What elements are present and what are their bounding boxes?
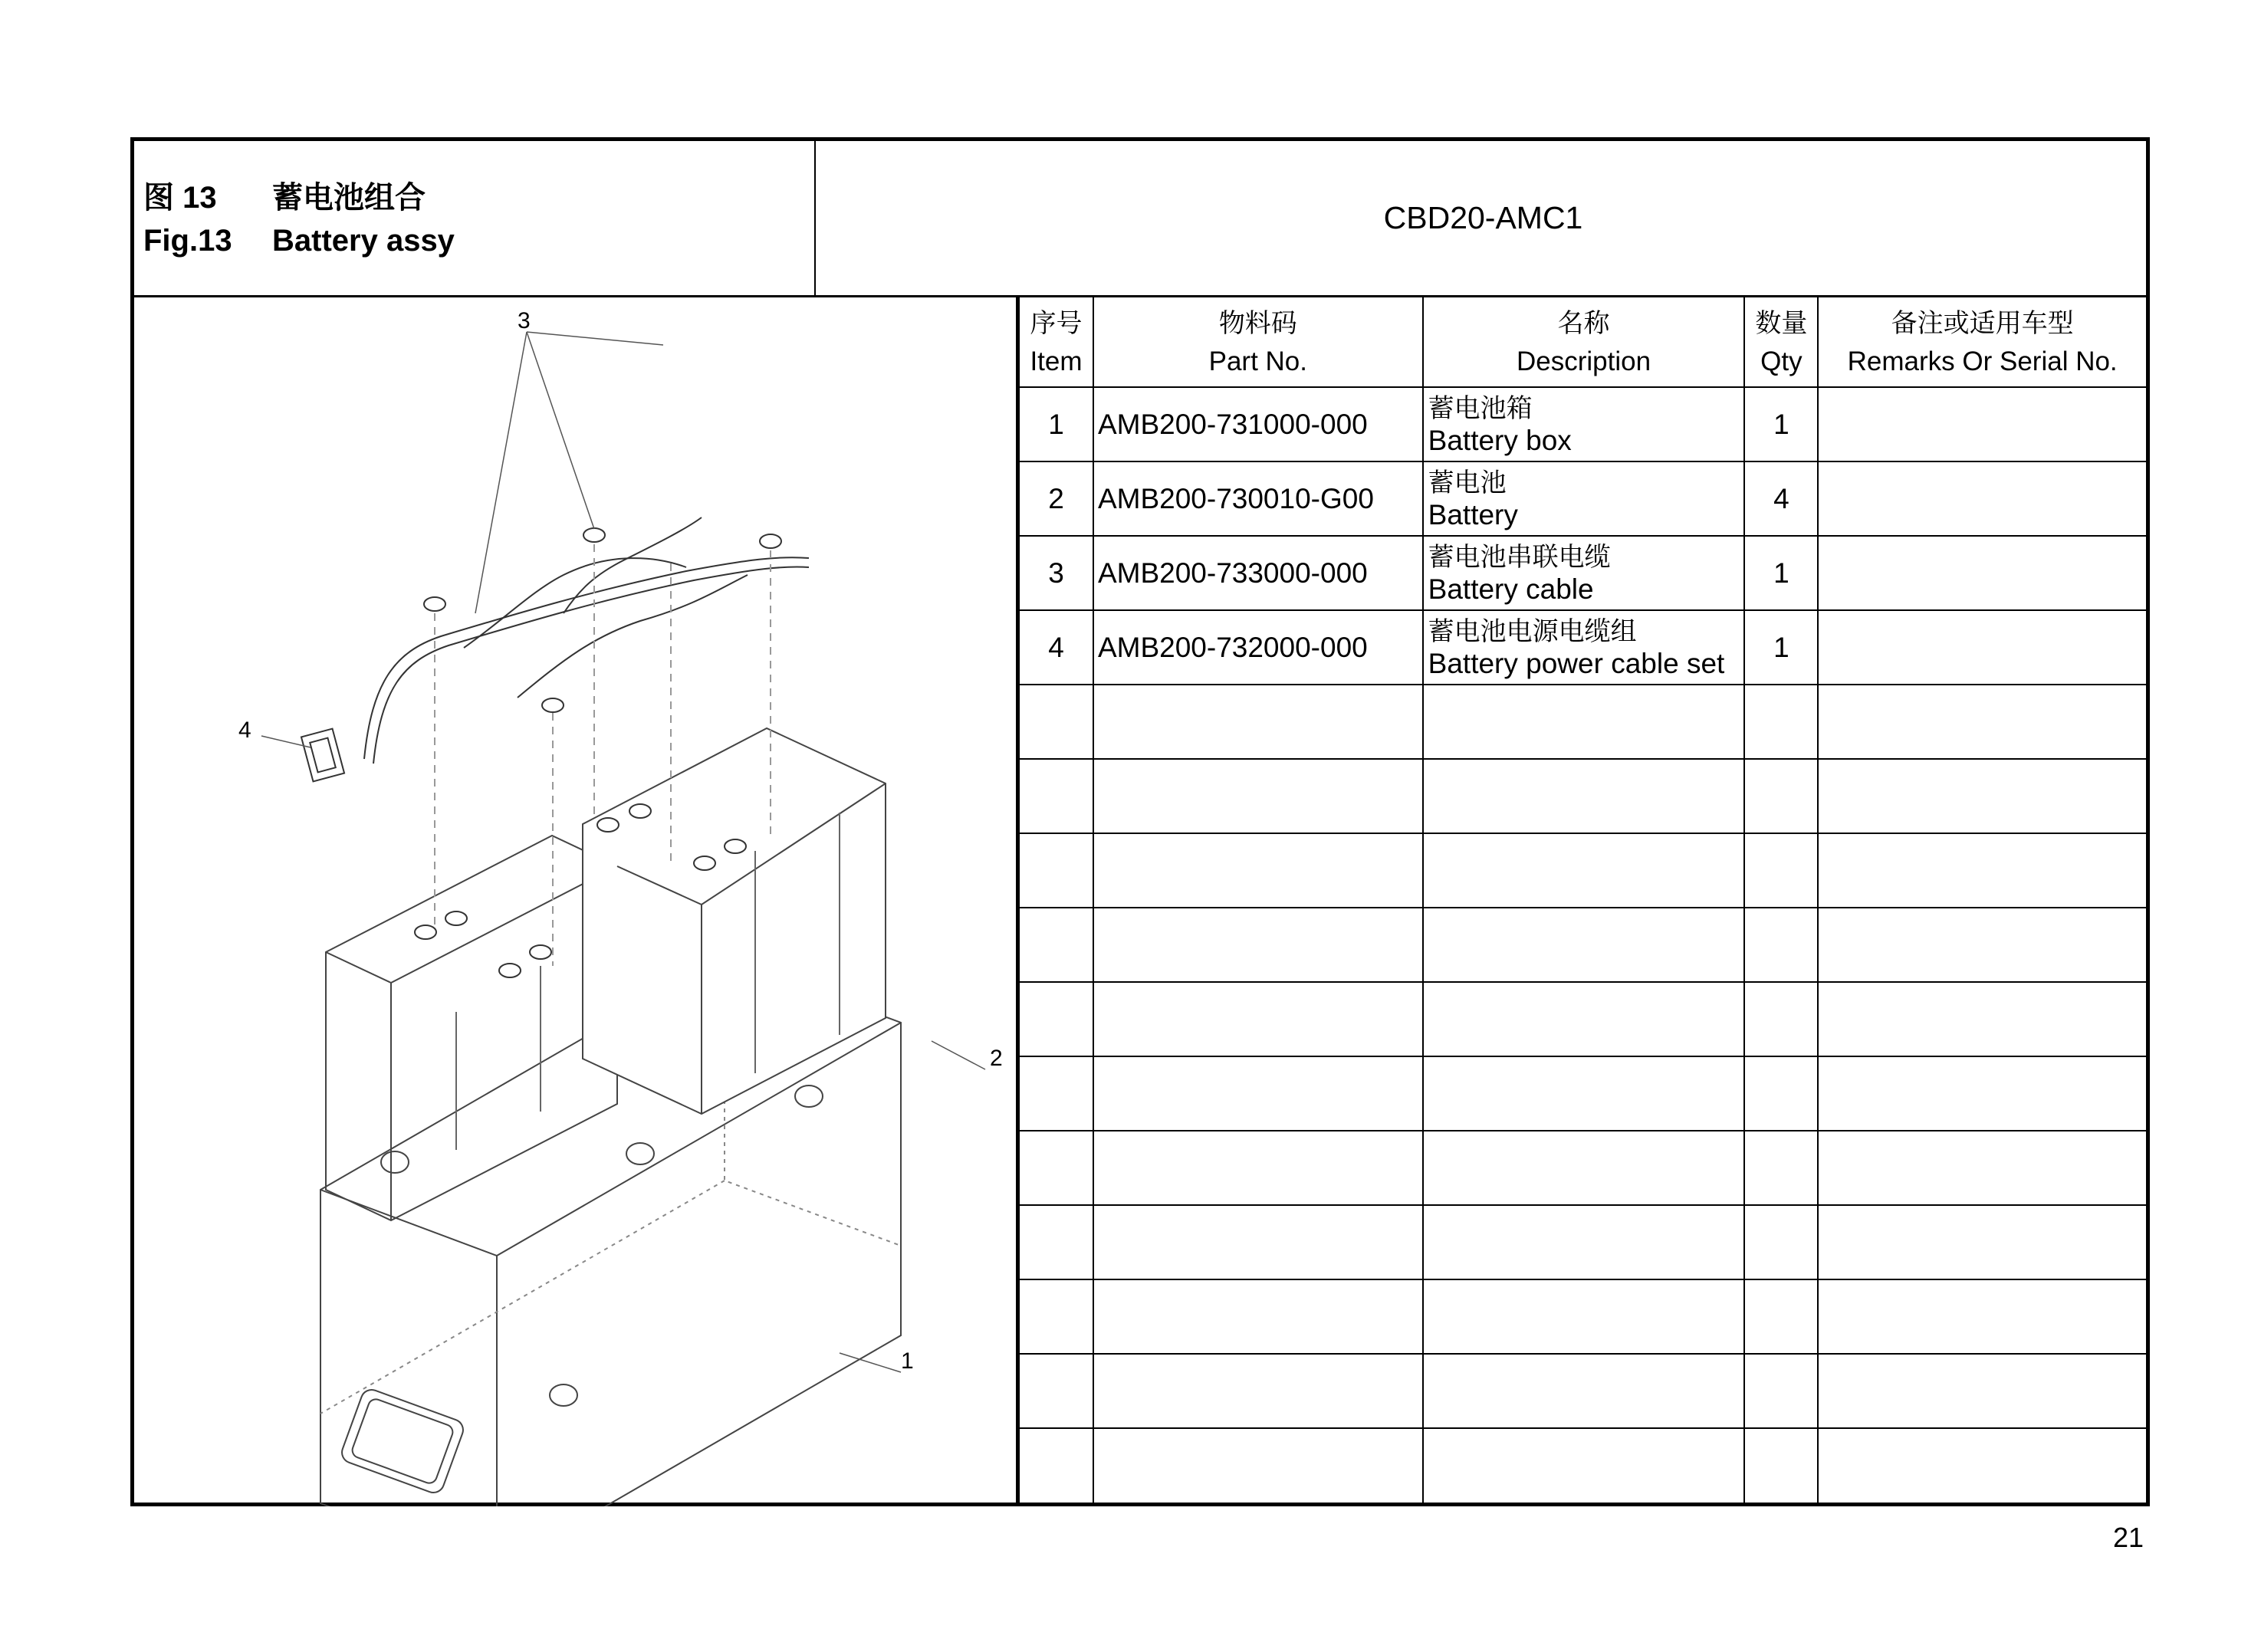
cell-part-no: AMB200-730010-G00 (1093, 461, 1423, 536)
header-divider (814, 141, 816, 297)
cell-part-no (1093, 1354, 1423, 1428)
cell-item (1019, 1205, 1093, 1279)
cell-remarks (1818, 1279, 2146, 1354)
cell-item: 2 (1019, 461, 1093, 536)
header-description: 名称 Description (1423, 297, 1745, 387)
cell-qty (1744, 1428, 1818, 1503)
cell-part-no (1093, 1205, 1423, 1279)
cell-description (1423, 908, 1745, 982)
cell-remarks (1818, 1131, 2146, 1205)
callout-3: 3 (518, 308, 531, 333)
table-row-empty (1019, 833, 2146, 908)
figure-title-block (134, 141, 814, 295)
cell-qty (1744, 759, 1818, 833)
table-row (1019, 461, 2146, 536)
table-row-empty (1019, 1279, 2146, 1354)
figure-title-en (143, 224, 455, 258)
cell-item (1019, 1131, 1093, 1205)
parts-sheet (130, 137, 2150, 1506)
model-code: CBD20-AMC1 (1383, 200, 1583, 235)
cell-description (1423, 1428, 1745, 1503)
callout-1: 1 (901, 1348, 914, 1374)
header-qty: 数量 Qty (1744, 297, 1818, 387)
cell-item (1019, 759, 1093, 833)
cell-item: 4 (1019, 610, 1093, 685)
table-row (1019, 387, 2146, 461)
cell-qty (1744, 908, 1818, 982)
table-row-empty (1019, 1205, 2146, 1279)
parts-list-table (1018, 297, 2146, 1503)
table-row-empty (1019, 1056, 2146, 1131)
cell-remarks (1818, 982, 2146, 1056)
cell-qty: 1 (1744, 610, 1818, 685)
cell-remarks (1818, 833, 2146, 908)
cell-description (1423, 685, 1745, 759)
cell-item (1019, 685, 1093, 759)
cell-part-no (1093, 1428, 1423, 1503)
cell-qty (1744, 1131, 1818, 1205)
cell-qty: 1 (1744, 387, 1818, 461)
cell-qty (1744, 1354, 1818, 1428)
cell-part-no (1093, 908, 1423, 982)
table-row (1019, 536, 2146, 610)
table-row-empty (1019, 908, 2146, 982)
cell-description (1423, 1279, 1745, 1354)
table-row-empty (1019, 1131, 2146, 1205)
cell-remarks (1818, 685, 2146, 759)
header-remarks: 备注或适用车型 Remarks Or Serial No. (1818, 297, 2146, 387)
header-part-no: 物料码 Part No. (1093, 297, 1423, 387)
cell-item: 1 (1019, 387, 1093, 461)
cell-qty: 1 (1744, 536, 1818, 610)
figure-number-en: Fig.13 (143, 224, 232, 258)
cell-qty: 4 (1744, 461, 1818, 536)
cell-part-no (1093, 1056, 1423, 1131)
cell-qty (1744, 685, 1818, 759)
cell-part-no: AMB200-733000-000 (1093, 536, 1423, 610)
cell-item (1019, 982, 1093, 1056)
cell-description (1423, 1205, 1745, 1279)
table-row-empty (1019, 685, 2146, 759)
cell-item (1019, 1279, 1093, 1354)
cell-item (1019, 1056, 1093, 1131)
cell-remarks (1818, 536, 2146, 610)
table-row-empty (1019, 1428, 2146, 1503)
cell-item (1019, 908, 1093, 982)
cell-description (1423, 833, 1745, 908)
header-item: 序号 Item (1019, 297, 1093, 387)
battery-modules-part (326, 728, 886, 1220)
cell-description (1423, 982, 1745, 1056)
cell-item (1019, 833, 1093, 908)
cell-remarks (1818, 387, 2146, 461)
table-row-empty (1019, 1354, 2146, 1428)
cell-remarks (1818, 461, 2146, 536)
table-row-empty (1019, 759, 2146, 833)
cell-remarks (1818, 908, 2146, 982)
cell-part-no: AMB200-732000-000 (1093, 610, 1423, 685)
cell-remarks (1818, 1354, 2146, 1428)
cell-qty (1744, 982, 1818, 1056)
figure-title-cn (143, 173, 426, 217)
cell-part-no (1093, 685, 1423, 759)
figure-number-cn: 图 13 (143, 181, 217, 215)
cell-qty (1744, 1205, 1818, 1279)
cell-item (1019, 1428, 1093, 1503)
cell-item (1019, 1354, 1093, 1428)
cell-remarks (1818, 759, 2146, 833)
table-row (1019, 610, 2146, 685)
figure-name-en: Battery assy (272, 224, 455, 258)
cell-description: 蓄电池 Battery (1423, 461, 1745, 536)
cell-description (1423, 759, 1745, 833)
cell-part-no (1093, 1279, 1423, 1354)
cell-description (1423, 1354, 1745, 1428)
cell-description: 蓄电池电源电缆组 Battery power cable set (1423, 610, 1745, 685)
cell-remarks (1818, 1205, 2146, 1279)
cell-description (1423, 1056, 1745, 1131)
cell-part-no (1093, 759, 1423, 833)
cell-part-no (1093, 1131, 1423, 1205)
table-header-row (1019, 297, 2146, 387)
cell-remarks (1818, 1056, 2146, 1131)
cell-remarks (1818, 1428, 2146, 1503)
cell-description (1423, 1131, 1745, 1205)
cell-part-no (1093, 833, 1423, 908)
battery-assembly-drawing (134, 299, 1016, 1506)
cell-part-no: AMB200-731000-000 (1093, 387, 1423, 461)
cell-qty (1744, 833, 1818, 908)
page-number: 21 (2112, 1522, 2144, 1553)
battery-cables-part (301, 517, 809, 781)
callout-4: 4 (238, 718, 251, 743)
cell-qty (1744, 1279, 1818, 1354)
table-row-empty (1019, 982, 2146, 1056)
cell-remarks (1818, 610, 2146, 685)
cell-part-no (1093, 982, 1423, 1056)
figure-name-cn: 蓄电池组合 (272, 181, 426, 215)
cell-description: 蓄电池箱 Battery box (1423, 387, 1745, 461)
cell-item: 3 (1019, 536, 1093, 610)
cell-qty (1744, 1056, 1818, 1131)
callout-2: 2 (990, 1046, 1003, 1071)
cell-description: 蓄电池串联电缆 Battery cable (1423, 536, 1745, 610)
